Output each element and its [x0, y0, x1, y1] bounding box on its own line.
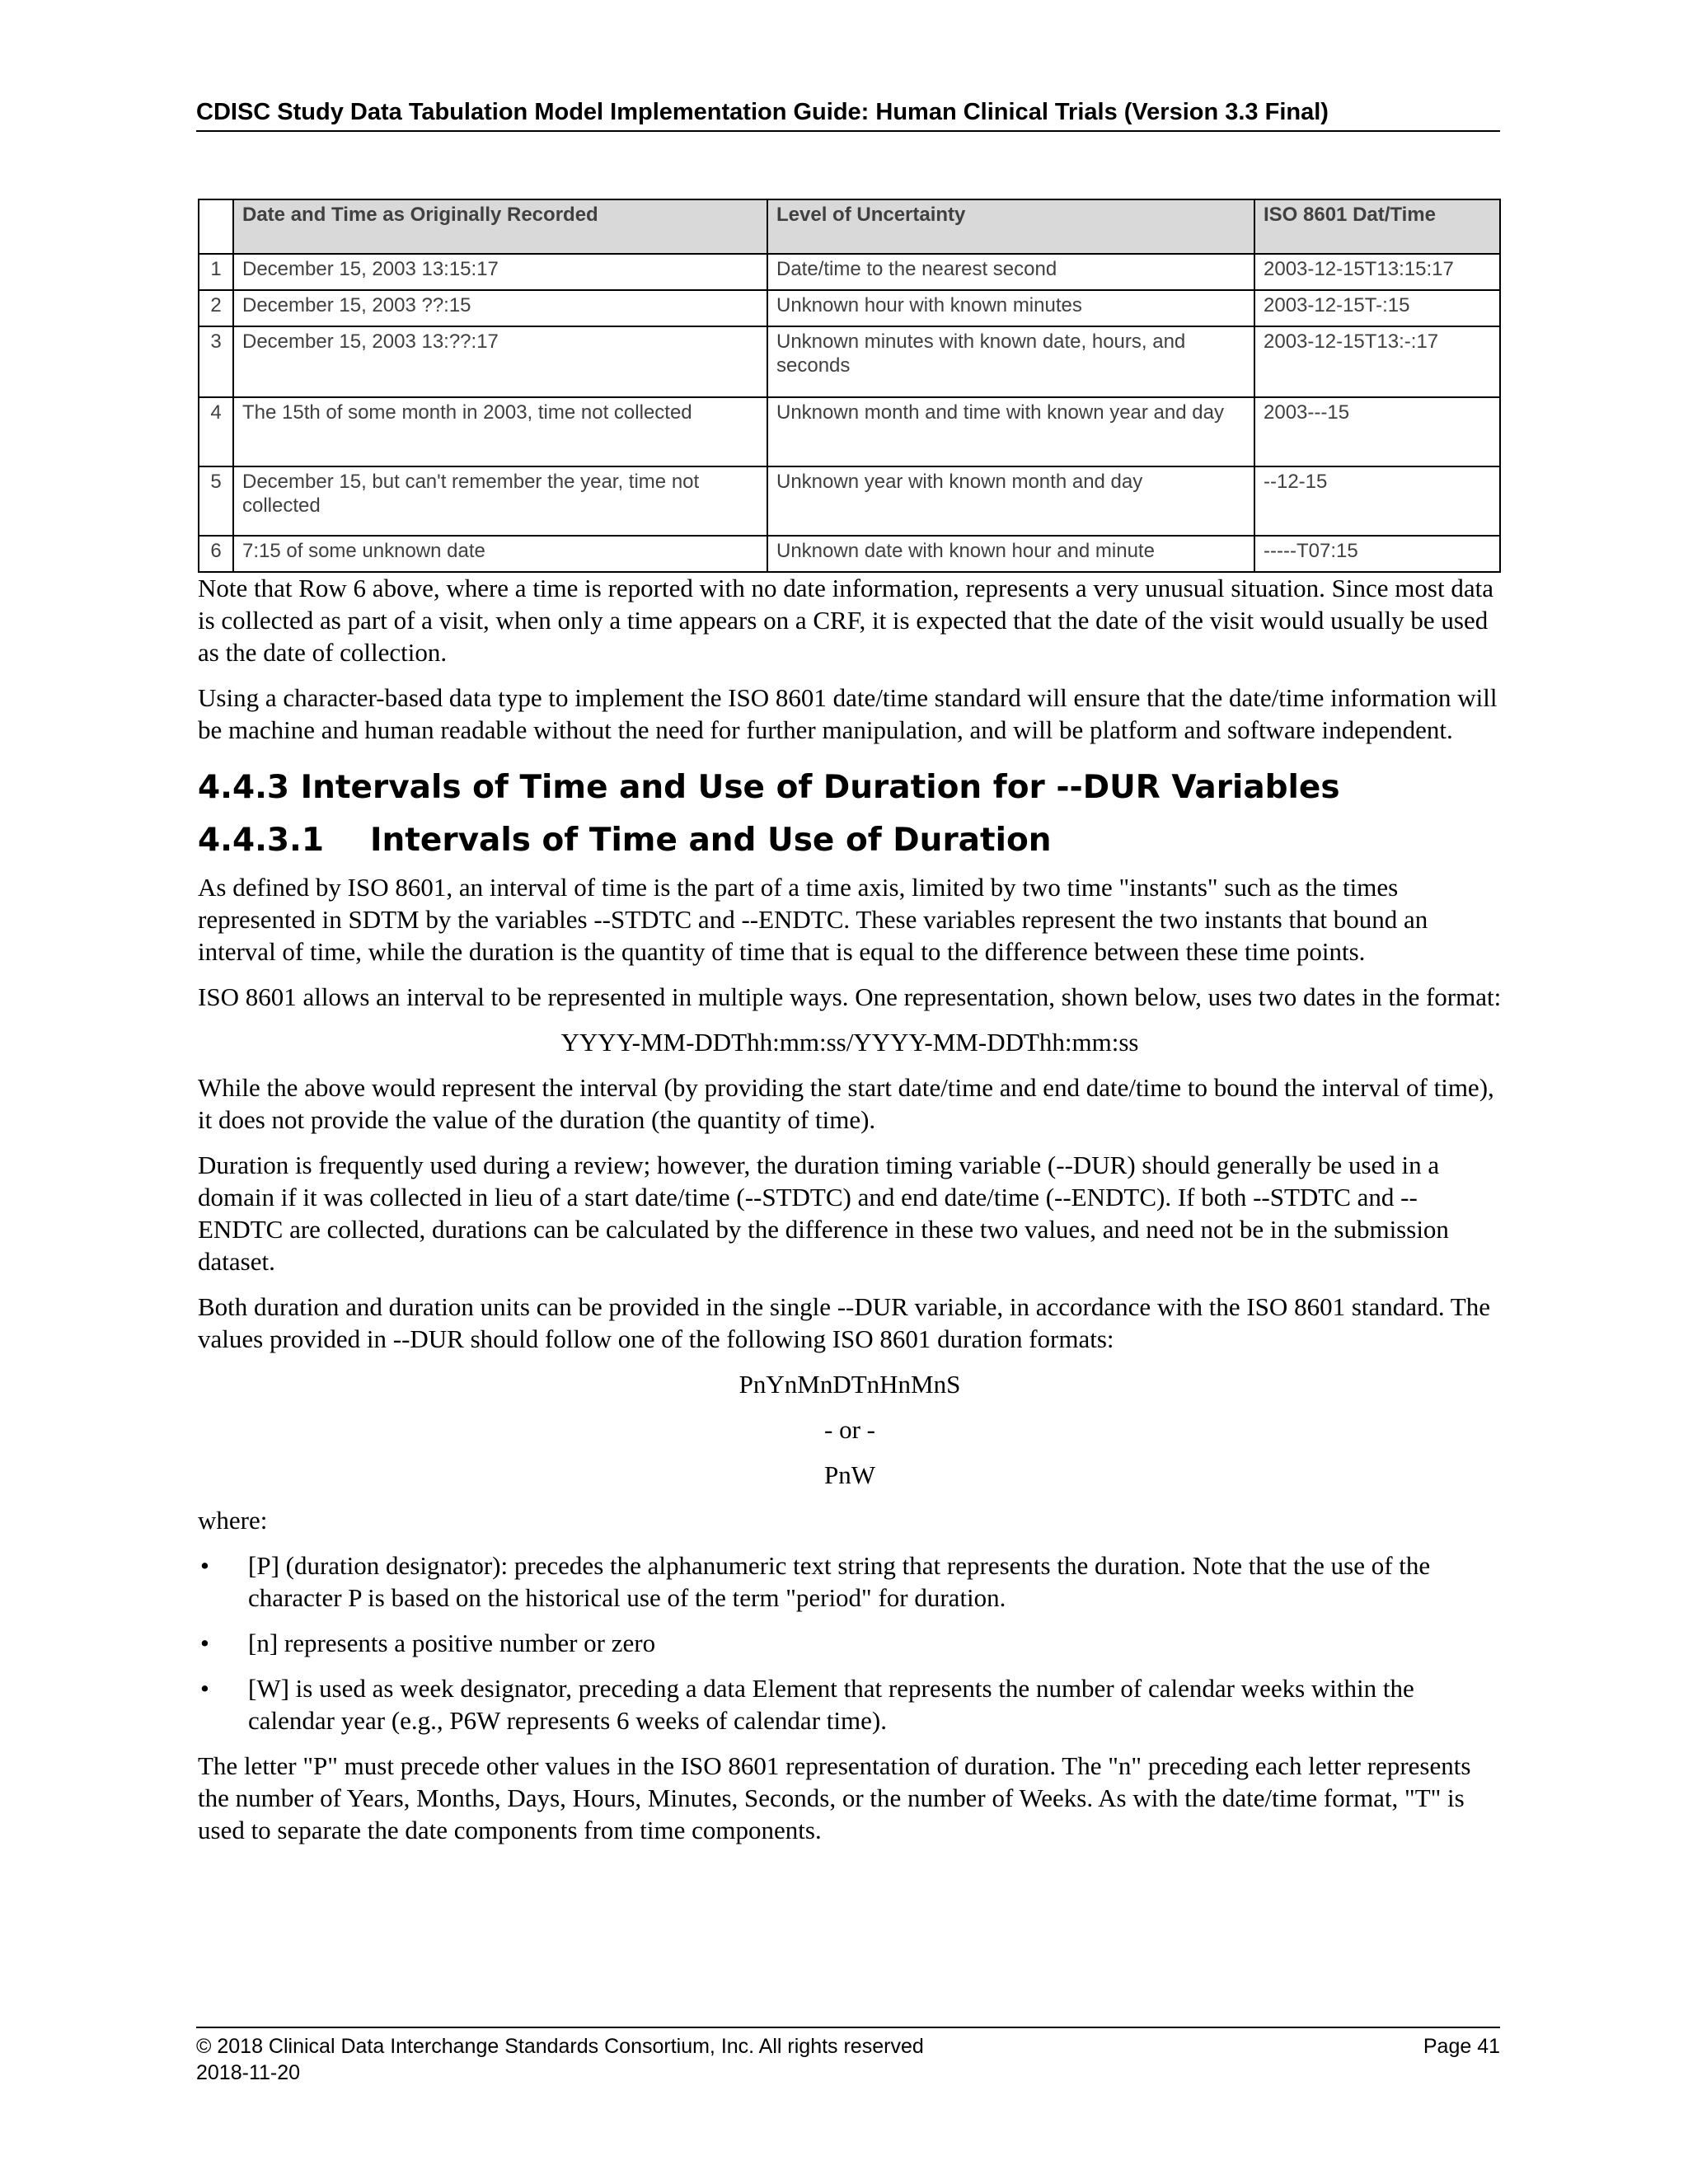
uncertainty-cell: Unknown date with known hour and minute	[767, 536, 1254, 572]
iso-cell: 2003-12-15T-:15	[1254, 290, 1500, 326]
paragraph-both-duration: Both duration and duration units can be provided in the single --DUR variable, in accordance with the ISO 8601 standard. The values provided in --DUR should follow one of the following ISO 8601 duration formats:	[198, 1292, 1490, 1353]
copyright-text: © 2018 Clinical Data Interchange Standards Consortium, Inc. All rights reserved	[196, 2035, 924, 2058]
duration-format-1: PnYnMnDTnHnMnS	[738, 1370, 961, 1399]
list-item: • [P] (duration designator): precedes the alphanumeric text string that represents the duration. Note that the use of the character P is based on the historical use of the term "period" for duration.	[200, 1551, 1431, 1612]
uncertainty-cell: Unknown month and time with known year and day	[767, 397, 1254, 466]
paragraph-interval-definition: As defined by ISO 8601, an interval of time is the part of a time axis, limited by two time "instants" such as the times represented in SDTM by the variables --STDTC and --ENDTC. These variables represent the two instants that bound an interval of time, while the duration is the quantity of time that is equal to the difference between these time points.	[198, 873, 1428, 966]
page-number: Page 41	[1423, 2035, 1500, 2058]
table-row	[199, 536, 1500, 572]
running-header: CDISC Study Data Tabulation Model Implementation Guide: Human Clinical Trials (Version 3.3 Final)	[196, 97, 1500, 132]
uncertainty-cell: Unknown hour with known minutes	[767, 290, 1254, 326]
paragraph-where: where:	[198, 1506, 268, 1535]
iso-cell: 2003-12-15T13:-:17	[1254, 326, 1500, 397]
row-number: 3	[199, 326, 233, 397]
column-header-recorded: Date and Time as Originally Recorded	[233, 199, 767, 254]
duration-format-or: - or -	[824, 1415, 875, 1444]
recorded-cell: 7:15 of some unknown date	[233, 536, 767, 572]
table-row	[199, 326, 1500, 397]
row-number: 6	[199, 536, 233, 572]
footer-date: 2018-11-20	[196, 2061, 301, 2084]
column-header-uncertainty: Level of Uncertainty	[767, 199, 1254, 254]
table-row	[199, 397, 1500, 466]
uncertainty-cell: Date/time to the nearest second	[767, 254, 1254, 290]
iso8601-uncertainty-table	[198, 199, 1501, 573]
row-number: 2	[199, 290, 233, 326]
body-text	[198, 572, 1502, 1859]
column-header-iso: ISO 8601 Dat/Time	[1254, 199, 1500, 254]
paragraph-duration-review: Duration is frequently used during a review; however, the duration timing variable (--DUR) should generally be used in a domain if it was collected in lieu of a start date/time (--STDTC) and end date/time (--ENDTC). If both --STDTC and --ENDTC are collected, durations can be calculated by the difference in these two values, and need not be in the submission dataset.	[198, 1151, 1449, 1276]
recorded-cell: December 15, but can't remember the year, time not collected	[233, 466, 767, 536]
paragraph-multiple-representations: ISO 8601 allows an interval to be represented in multiple ways. One representation, shown below, uses two dates in the format:	[198, 982, 1502, 1011]
bullet-icon: •	[200, 1674, 209, 1703]
bullet-icon: •	[200, 1629, 209, 1657]
iso-cell: --12-15	[1254, 466, 1500, 536]
paragraph-letter-p: The letter "P" must precede other values in the ISO 8601 representation of duration. The "n" preceding each letter represents the number of Years, Months, Days, Hours, Minutes, Seconds, or the number of Weeks. As with the date/time format, "T" is used to separate the date components from time components.	[198, 1751, 1471, 1844]
list-item: • [W] is used as week designator, preceding a data Element that represents the number of calendar weeks within the calendar year (e.g., P6W represents 6 weeks of calendar time).	[200, 1674, 1414, 1735]
list-item: • [n] represents a positive number or zero	[200, 1629, 656, 1657]
row-number: 1	[199, 254, 233, 290]
row-number-header	[199, 199, 233, 254]
table-header-row	[199, 199, 1500, 254]
section-number: 4.4.3.1	[198, 822, 324, 859]
recorded-cell: December 15, 2003 ??:15	[233, 290, 767, 326]
designator-list	[198, 1549, 1502, 1736]
row-number: 5	[199, 466, 233, 536]
uncertainty-cell: Unknown minutes with known date, hours, and seconds	[767, 326, 1254, 397]
row-number: 4	[199, 397, 233, 466]
duration-format-2: PnW	[824, 1460, 875, 1489]
recorded-cell: December 15, 2003 13:15:17	[233, 254, 767, 290]
page-footer	[196, 2027, 1500, 2086]
iso-cell: 2003-12-15T13:15:17	[1254, 254, 1500, 290]
bullet-icon: •	[200, 1551, 209, 1580]
recorded-cell: The 15th of some month in 2003, time not collected	[233, 397, 767, 466]
section-heading-4-4-3-1	[198, 820, 1502, 861]
uncertainty-cell: Unknown year with known month and day	[767, 466, 1254, 536]
table-row	[199, 290, 1500, 326]
paragraph-character-type: Using a character-based data type to implement the ISO 8601 date/time standard will ensure that the date/time information will be machine and human readable without the need for further manipulation, and will be platform and software independent.	[198, 683, 1498, 744]
iso-cell: 2003---15	[1254, 397, 1500, 466]
iso-cell: -----T07:15	[1254, 536, 1500, 572]
paragraph-while: While the above would represent the interval (by providing the start date/time and end date/time to bound the interval of time), it does not provide the value of the duration (the quantity of time).	[198, 1073, 1494, 1134]
section-heading-4-4-3: 4.4.3 Intervals of Time and Use of Duration for --DUR Variables	[198, 769, 1340, 806]
table-row	[199, 254, 1500, 290]
table-row	[199, 466, 1500, 536]
section-title: Intervals of Time and Use of Duration	[370, 822, 1052, 859]
interval-format: YYYY-MM-DDThh:mm:ss/YYYY-MM-DDThh:mm:ss	[560, 1028, 1139, 1057]
paragraph-note-row6: Note that Row 6 above, where a time is reported with no date information, represents a very unusual situation. Since most data is collected as part of a visit, when only a time appears on a CRF, it is expected that the date of the visit would usually be used as the date of collection.	[198, 574, 1493, 667]
recorded-cell: December 15, 2003 13:??:17	[233, 326, 767, 397]
